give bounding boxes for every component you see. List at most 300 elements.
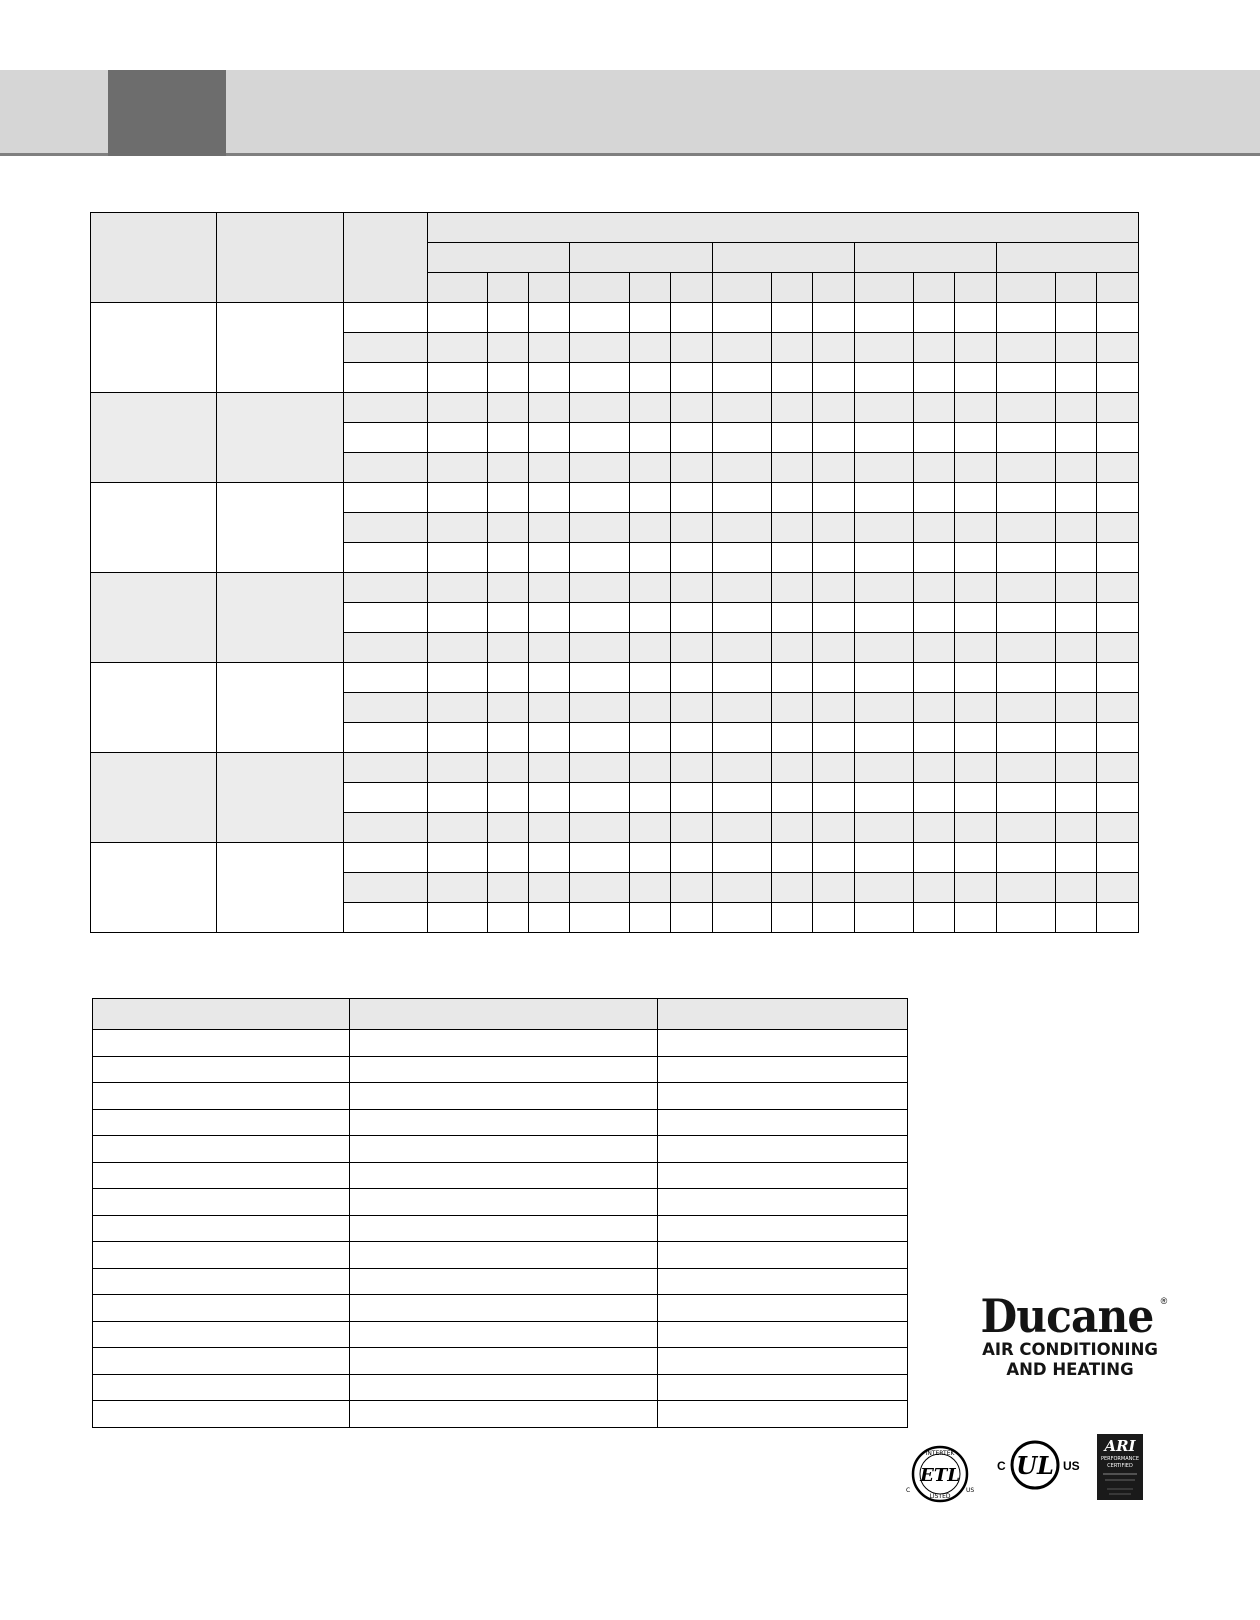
subcolumn-header [1096,273,1138,303]
table-cell [343,873,428,903]
table-cell [528,873,570,903]
table-cell [428,423,487,453]
table-cell [570,813,629,843]
table-cell [1056,393,1097,423]
spec-cell [658,1295,908,1322]
table-cell [1096,603,1138,633]
table-cell [487,303,528,333]
table-cell [771,903,812,933]
table-cell [996,903,1055,933]
table-cell [670,843,712,873]
table-cell [1056,813,1097,843]
table-cell [629,363,670,393]
table-row [91,303,1139,333]
group-header [570,243,712,273]
table-cell [570,633,629,663]
table-cell [854,903,913,933]
spec-cell [658,1189,908,1216]
table-cell [528,813,570,843]
table-cell [954,633,996,663]
table-cell [812,753,854,783]
table-cell [343,603,428,633]
table-cell [428,513,487,543]
ul-left-mark: C [997,1459,1006,1473]
table-cell [812,903,854,933]
table-cell [954,693,996,723]
ul-right-mark: US [1063,1459,1080,1473]
table-cell [343,333,428,363]
table-cell [712,873,771,903]
table-cell [629,903,670,933]
spec-cell [93,1189,350,1216]
model-cell [91,663,217,753]
table-cell [428,393,487,423]
table-cell [1096,633,1138,663]
table-cell [812,663,854,693]
spec-row [93,1268,908,1295]
table-cell [771,543,812,573]
table-cell [528,393,570,423]
table-cell [854,303,913,333]
table-cell [854,813,913,843]
table-cell [487,843,528,873]
table-cell [343,573,428,603]
table-cell [913,783,954,813]
table-cell [996,813,1055,843]
table-cell [996,603,1055,633]
table-cell [913,423,954,453]
table-cell [670,363,712,393]
spec-cell [350,1374,658,1401]
table-cell [528,333,570,363]
table-cell [487,813,528,843]
table-cell [670,513,712,543]
registered-mark: ® [1160,1296,1168,1306]
table-cell [913,603,954,633]
table-cell [428,783,487,813]
table-cell [771,573,812,603]
spec-row [93,1295,908,1322]
table-cell [712,513,771,543]
table-cell [913,393,954,423]
table-cell [712,753,771,783]
table-cell [854,843,913,873]
table-cell [712,543,771,573]
table-cell [812,633,854,663]
table-cell [1056,603,1097,633]
table-cell [1096,513,1138,543]
table-cell [771,633,812,663]
table-cell [913,633,954,663]
table-cell [343,753,428,783]
table-cell [629,753,670,783]
table-cell [1056,543,1097,573]
table-cell [528,453,570,483]
table-cell [428,303,487,333]
table-cell [528,783,570,813]
table-cell [812,813,854,843]
table-cell [1096,333,1138,363]
table-cell [570,873,629,903]
table-cell [854,393,913,423]
table-cell [954,753,996,783]
spec-header-cell [658,999,908,1030]
ducane-logo [970,1289,1170,1380]
table-cell [812,453,854,483]
spec-row [93,1348,908,1375]
table-cell [1096,873,1138,903]
table-cell [1056,423,1097,453]
table-cell [996,543,1055,573]
table-cell [812,603,854,633]
table-cell [712,663,771,693]
subcolumn-header [1056,273,1097,303]
table-cell [954,873,996,903]
table-cell [629,603,670,633]
table-cell [343,903,428,933]
table-cell [570,393,629,423]
table-cell [487,543,528,573]
table-cell [629,573,670,603]
table-cell [812,783,854,813]
table-cell [629,723,670,753]
table-cell [712,603,771,633]
spec-cell [658,1030,908,1057]
table-cell [712,573,771,603]
table-cell [528,603,570,633]
spec-cell [93,1295,350,1322]
table-cell [771,363,812,393]
speed-col-header [343,213,428,303]
table-cell [996,303,1055,333]
table-cell [712,633,771,663]
table-cell [629,303,670,333]
table-cell [428,363,487,393]
table-cell [996,453,1055,483]
table-cell [1096,453,1138,483]
table-cell [528,543,570,573]
table-cell [629,483,670,513]
table-cell [428,573,487,603]
table-cell [771,303,812,333]
etl-top-text: INTERTEK [925,1450,955,1457]
table-cell [1056,363,1097,393]
spec-cell [350,1030,658,1057]
spec-cell [350,1348,658,1375]
subcolumn-header [629,273,670,303]
table-cell [854,513,913,543]
size-col-header [216,213,343,303]
table-cell [343,513,428,543]
table-cell [487,873,528,903]
table-cell [812,303,854,333]
table-cell [670,693,712,723]
table-cell [428,753,487,783]
table-cell [487,783,528,813]
table-cell [487,723,528,753]
table-cell [1056,513,1097,543]
table-cell [954,483,996,513]
table-cell [854,363,913,393]
table-cell [996,333,1055,363]
table-cell [629,843,670,873]
table-cell [343,723,428,753]
table-cell [712,843,771,873]
table-cell [913,663,954,693]
table-cell [487,423,528,453]
spec-cell [350,1215,658,1242]
table-cell [670,573,712,603]
table-cell [570,663,629,693]
spec-cell [658,1242,908,1269]
table-cell [343,663,428,693]
subcolumn-header [670,273,712,303]
table-cell [343,363,428,393]
size-cell [216,843,343,933]
table-cell [487,393,528,423]
table-cell [570,903,629,933]
etl-left-mark: C [906,1487,911,1494]
table-cell [913,303,954,333]
size-cell [216,393,343,483]
table-cell [854,693,913,723]
spec-cell [93,1162,350,1189]
table-cell [954,603,996,633]
table-cell [528,423,570,453]
spec-cell [93,1268,350,1295]
table-cell [570,423,629,453]
table-cell [528,693,570,723]
table-cell [954,393,996,423]
table-cell [812,333,854,363]
spec-cell [350,1136,658,1163]
table-cell [1056,633,1097,663]
group-header [854,243,996,273]
logo-tagline-line1: AIR CONDITIONING [982,1340,1158,1359]
table-cell [570,543,629,573]
spec-row [93,1030,908,1057]
table-cell [487,903,528,933]
spec-cell [350,1083,658,1110]
table-cell [670,453,712,483]
table-cell [854,663,913,693]
table-cell [528,633,570,663]
spec-row [93,1083,908,1110]
table-cell [1056,753,1097,783]
table-cell [712,483,771,513]
table-cell [343,303,428,333]
table-cell [1096,573,1138,603]
table-cell [771,453,812,483]
spec-cell [658,1321,908,1348]
table-cell [1056,693,1097,723]
table-cell [712,693,771,723]
table-cell [812,573,854,603]
etl-right-mark: US [966,1487,975,1494]
table-cell [954,303,996,333]
table-cell [428,903,487,933]
table-cell [954,843,996,873]
table-cell [1056,903,1097,933]
table-cell [629,813,670,843]
table-cell [854,423,913,453]
table-cell [712,903,771,933]
subcolumn-header [528,273,570,303]
table-cell [1096,843,1138,873]
table-cell [670,813,712,843]
table-cell [629,873,670,903]
spec-cell [93,1374,350,1401]
spec-cell [93,1242,350,1269]
subcolumn-header [913,273,954,303]
spec-header-cell [93,999,350,1030]
table-cell [570,573,629,603]
spec-cell [93,1083,350,1110]
etl-bottom-text: LISTED [929,1493,951,1500]
table-cell [1056,723,1097,753]
table-cell [913,573,954,603]
table-cell [528,903,570,933]
table-cell [670,753,712,783]
spec-row [93,1189,908,1216]
header-block [108,70,226,156]
table-cell [913,513,954,543]
table-row [91,483,1139,513]
table-cell [528,753,570,783]
model-cell [91,483,217,573]
table-cell [996,573,1055,603]
table-cell [812,843,854,873]
table-row [91,753,1139,783]
table-cell [528,513,570,543]
spec-cell [93,1215,350,1242]
model-cell [91,573,217,663]
table-cell [629,783,670,813]
table-cell [954,363,996,393]
model-cell [91,753,217,843]
table-cell [1056,573,1097,603]
subcolumn-header [812,273,854,303]
table-cell [1096,813,1138,843]
table-cell [854,483,913,513]
table-cell [913,543,954,573]
spec-cell [350,1295,658,1322]
table-cell [570,303,629,333]
table-cell [570,723,629,753]
table-cell [954,783,996,813]
model-cell [91,303,217,393]
table-cell [487,483,528,513]
table-cell [996,663,1055,693]
table-cell [428,843,487,873]
table-cell [812,483,854,513]
table-cell [487,693,528,723]
table-cell [343,813,428,843]
spec-table [92,998,908,1428]
table-cell [771,513,812,543]
table-cell [428,633,487,663]
table-cell [1096,423,1138,453]
table-cell [670,873,712,903]
group-header [428,243,570,273]
spec-cell [350,1268,658,1295]
model-cell [91,843,217,933]
table-cell [670,483,712,513]
table-cell [570,783,629,813]
conditions-header [428,213,1139,243]
table-cell [771,603,812,633]
table-cell [343,783,428,813]
spec-cell [350,1242,658,1269]
table-cell [670,303,712,333]
table-cell [996,693,1055,723]
table-cell [343,483,428,513]
etl-listed-mark [900,1440,980,1510]
size-cell [216,753,343,843]
table-cell [570,483,629,513]
table-cell [528,483,570,513]
size-cell [216,573,343,663]
table-cell [487,603,528,633]
table-cell [812,873,854,903]
spec-row [93,1136,908,1163]
table-cell [913,453,954,483]
table-cell [812,543,854,573]
table-cell [670,423,712,453]
table-cell [428,873,487,903]
table-cell [854,873,913,903]
table-cell [1096,393,1138,423]
table-cell [913,333,954,363]
table-cell [528,363,570,393]
table-cell [954,903,996,933]
spec-cell [350,1189,658,1216]
table-cell [629,633,670,663]
table-cell [1096,783,1138,813]
table-cell [954,723,996,753]
table-cell [570,513,629,543]
table-cell [812,363,854,393]
spec-cell [658,1268,908,1295]
table-cell [343,423,428,453]
table-cell [487,333,528,363]
table-cell [1056,453,1097,483]
table-cell [528,843,570,873]
table-cell [629,663,670,693]
spec-cell [93,1348,350,1375]
spec-cell [93,1030,350,1057]
table-cell [954,543,996,573]
table-cell [670,903,712,933]
table-cell [428,693,487,723]
table-cell [712,813,771,843]
spec-cell [658,1162,908,1189]
table-cell [996,483,1055,513]
spec-cell [93,1136,350,1163]
subcolumn-header [954,273,996,303]
table-cell [1056,783,1097,813]
table-cell [771,663,812,693]
size-cell [216,483,343,573]
table-cell [913,843,954,873]
table-cell [996,513,1055,543]
table-cell [913,813,954,843]
spec-cell [93,1056,350,1083]
spec-row [93,1321,908,1348]
table-cell [1096,693,1138,723]
table-cell [771,813,812,843]
table-cell [954,663,996,693]
